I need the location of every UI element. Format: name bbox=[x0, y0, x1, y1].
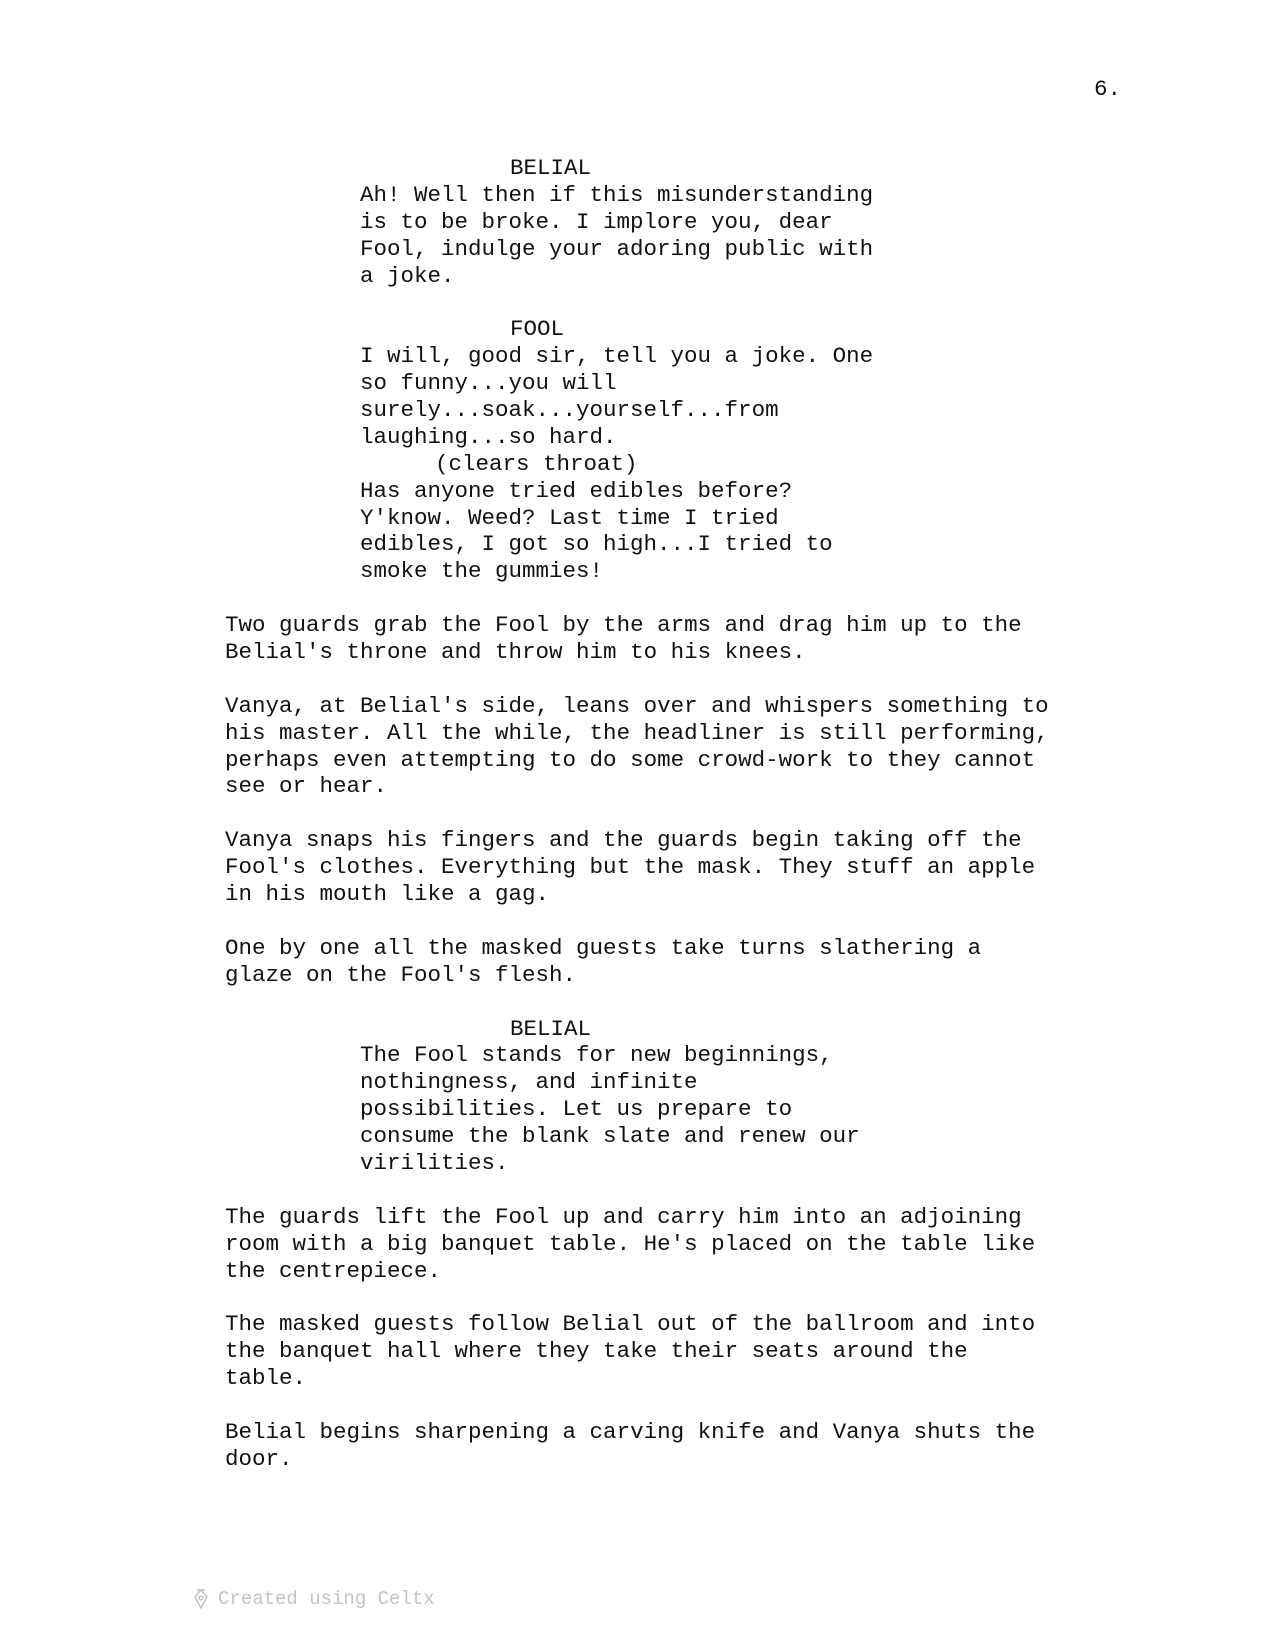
action-line: see or hear. bbox=[225, 773, 388, 800]
action-line: Two guards grab the Fool by the arms and drag him up to the bbox=[225, 612, 1022, 639]
action-line: door. bbox=[225, 1445, 293, 1472]
action-block bbox=[225, 827, 1175, 908]
paren-block bbox=[435, 451, 1175, 478]
action-line: room with a big banquet table. He's placed on the table like bbox=[225, 1230, 1036, 1257]
screenplay-body bbox=[225, 155, 1175, 1473]
dialogue-line: laughing...so hard. bbox=[360, 423, 617, 450]
dialogue-line: consume the blank slate and renew our bbox=[360, 1123, 860, 1150]
character-block bbox=[510, 1016, 1175, 1043]
blank-line bbox=[225, 989, 1175, 1016]
blank-line bbox=[225, 666, 1175, 693]
dialogue-line: so funny...you will bbox=[360, 370, 617, 397]
blank-line bbox=[225, 908, 1175, 935]
dialogue-line: Has anyone tried edibles before? bbox=[360, 477, 793, 504]
blank-line bbox=[225, 800, 1175, 827]
character-name: BELIAL bbox=[510, 1015, 592, 1042]
blank-line bbox=[225, 1177, 1175, 1204]
pen-nib-icon bbox=[192, 1588, 210, 1610]
character-block bbox=[510, 316, 1175, 343]
action-block bbox=[225, 693, 1175, 801]
dialogue-line: nothingness, and infinite bbox=[360, 1069, 698, 1096]
blank-line bbox=[225, 289, 1175, 316]
dialogue-line: edibles, I got so high...I tried to bbox=[360, 531, 833, 558]
dialogue-line: Fool, indulge your adoring public with bbox=[360, 235, 874, 262]
action-line: in his mouth like a gag. bbox=[225, 881, 550, 908]
dialogue-block bbox=[360, 478, 1175, 586]
blank-line bbox=[225, 585, 1175, 612]
dialogue-line: Ah! Well then if this misunderstanding bbox=[360, 181, 874, 208]
action-block bbox=[225, 1311, 1175, 1392]
dialogue-line: The Fool stands for new beginnings, bbox=[360, 1042, 833, 1069]
action-line: glaze on the Fool's flesh. bbox=[225, 961, 577, 988]
action-line: Belial's throne and throw him to his knees. bbox=[225, 639, 806, 666]
dialogue-block bbox=[360, 1042, 1175, 1176]
dialogue-line: smoke the gummies! bbox=[360, 558, 604, 585]
action-line: The guards lift the Fool up and carry him into an adjoining bbox=[225, 1203, 1022, 1230]
blank-line bbox=[225, 1284, 1175, 1311]
page-number: 6. bbox=[1094, 76, 1122, 102]
action-line: Vanya snaps his fingers and the guards begin taking off the bbox=[225, 827, 1022, 854]
dialogue-line: I will, good sir, tell you a joke. One bbox=[360, 343, 874, 370]
action-line: the centrepiece. bbox=[225, 1257, 442, 1284]
action-line: Fool's clothes. Everything but the mask. They stuff an apple bbox=[225, 854, 1036, 881]
dialogue-line: virilities. bbox=[360, 1149, 509, 1176]
character-name: FOOL bbox=[510, 316, 565, 343]
blank-line bbox=[225, 1392, 1175, 1419]
character-name: BELIAL bbox=[510, 155, 592, 181]
dialogue-block bbox=[360, 343, 1175, 451]
action-line: Vanya, at Belial's side, leans over and whispers something to bbox=[225, 692, 1049, 719]
action-block bbox=[225, 1419, 1175, 1473]
action-block bbox=[225, 612, 1175, 666]
action-line: his master. All the while, the headliner is still performing, bbox=[225, 719, 1049, 746]
action-line: Belial begins sharpening a carving knife and Vanya shuts the bbox=[225, 1418, 1036, 1445]
dialogue-line: surely...soak...yourself...from bbox=[360, 397, 779, 424]
dialogue-line: a joke. bbox=[360, 262, 455, 289]
dialogue-line: Y'know. Weed? Last time I tried bbox=[360, 504, 779, 531]
footer bbox=[192, 1588, 435, 1610]
dialogue-line: possibilities. Let us prepare to bbox=[360, 1096, 793, 1123]
character-block bbox=[510, 155, 1175, 182]
action-line: the banquet hall where they take their seats around the bbox=[225, 1338, 968, 1365]
parenthetical: (clears throat) bbox=[435, 450, 638, 477]
action-block bbox=[225, 1204, 1175, 1285]
footer-text: Created using Celtx bbox=[218, 1588, 435, 1610]
action-block bbox=[225, 935, 1175, 989]
action-line: One by one all the masked guests take turns slathering a bbox=[225, 934, 982, 961]
action-line: The masked guests follow Belial out of the ballroom and into bbox=[225, 1311, 1036, 1338]
dialogue-line: is to be broke. I implore you, dear bbox=[360, 208, 833, 235]
dialogue-block bbox=[360, 182, 1175, 290]
action-line: table. bbox=[225, 1365, 307, 1392]
action-line: perhaps even attempting to do some crowd-work to they cannot bbox=[225, 746, 1036, 773]
